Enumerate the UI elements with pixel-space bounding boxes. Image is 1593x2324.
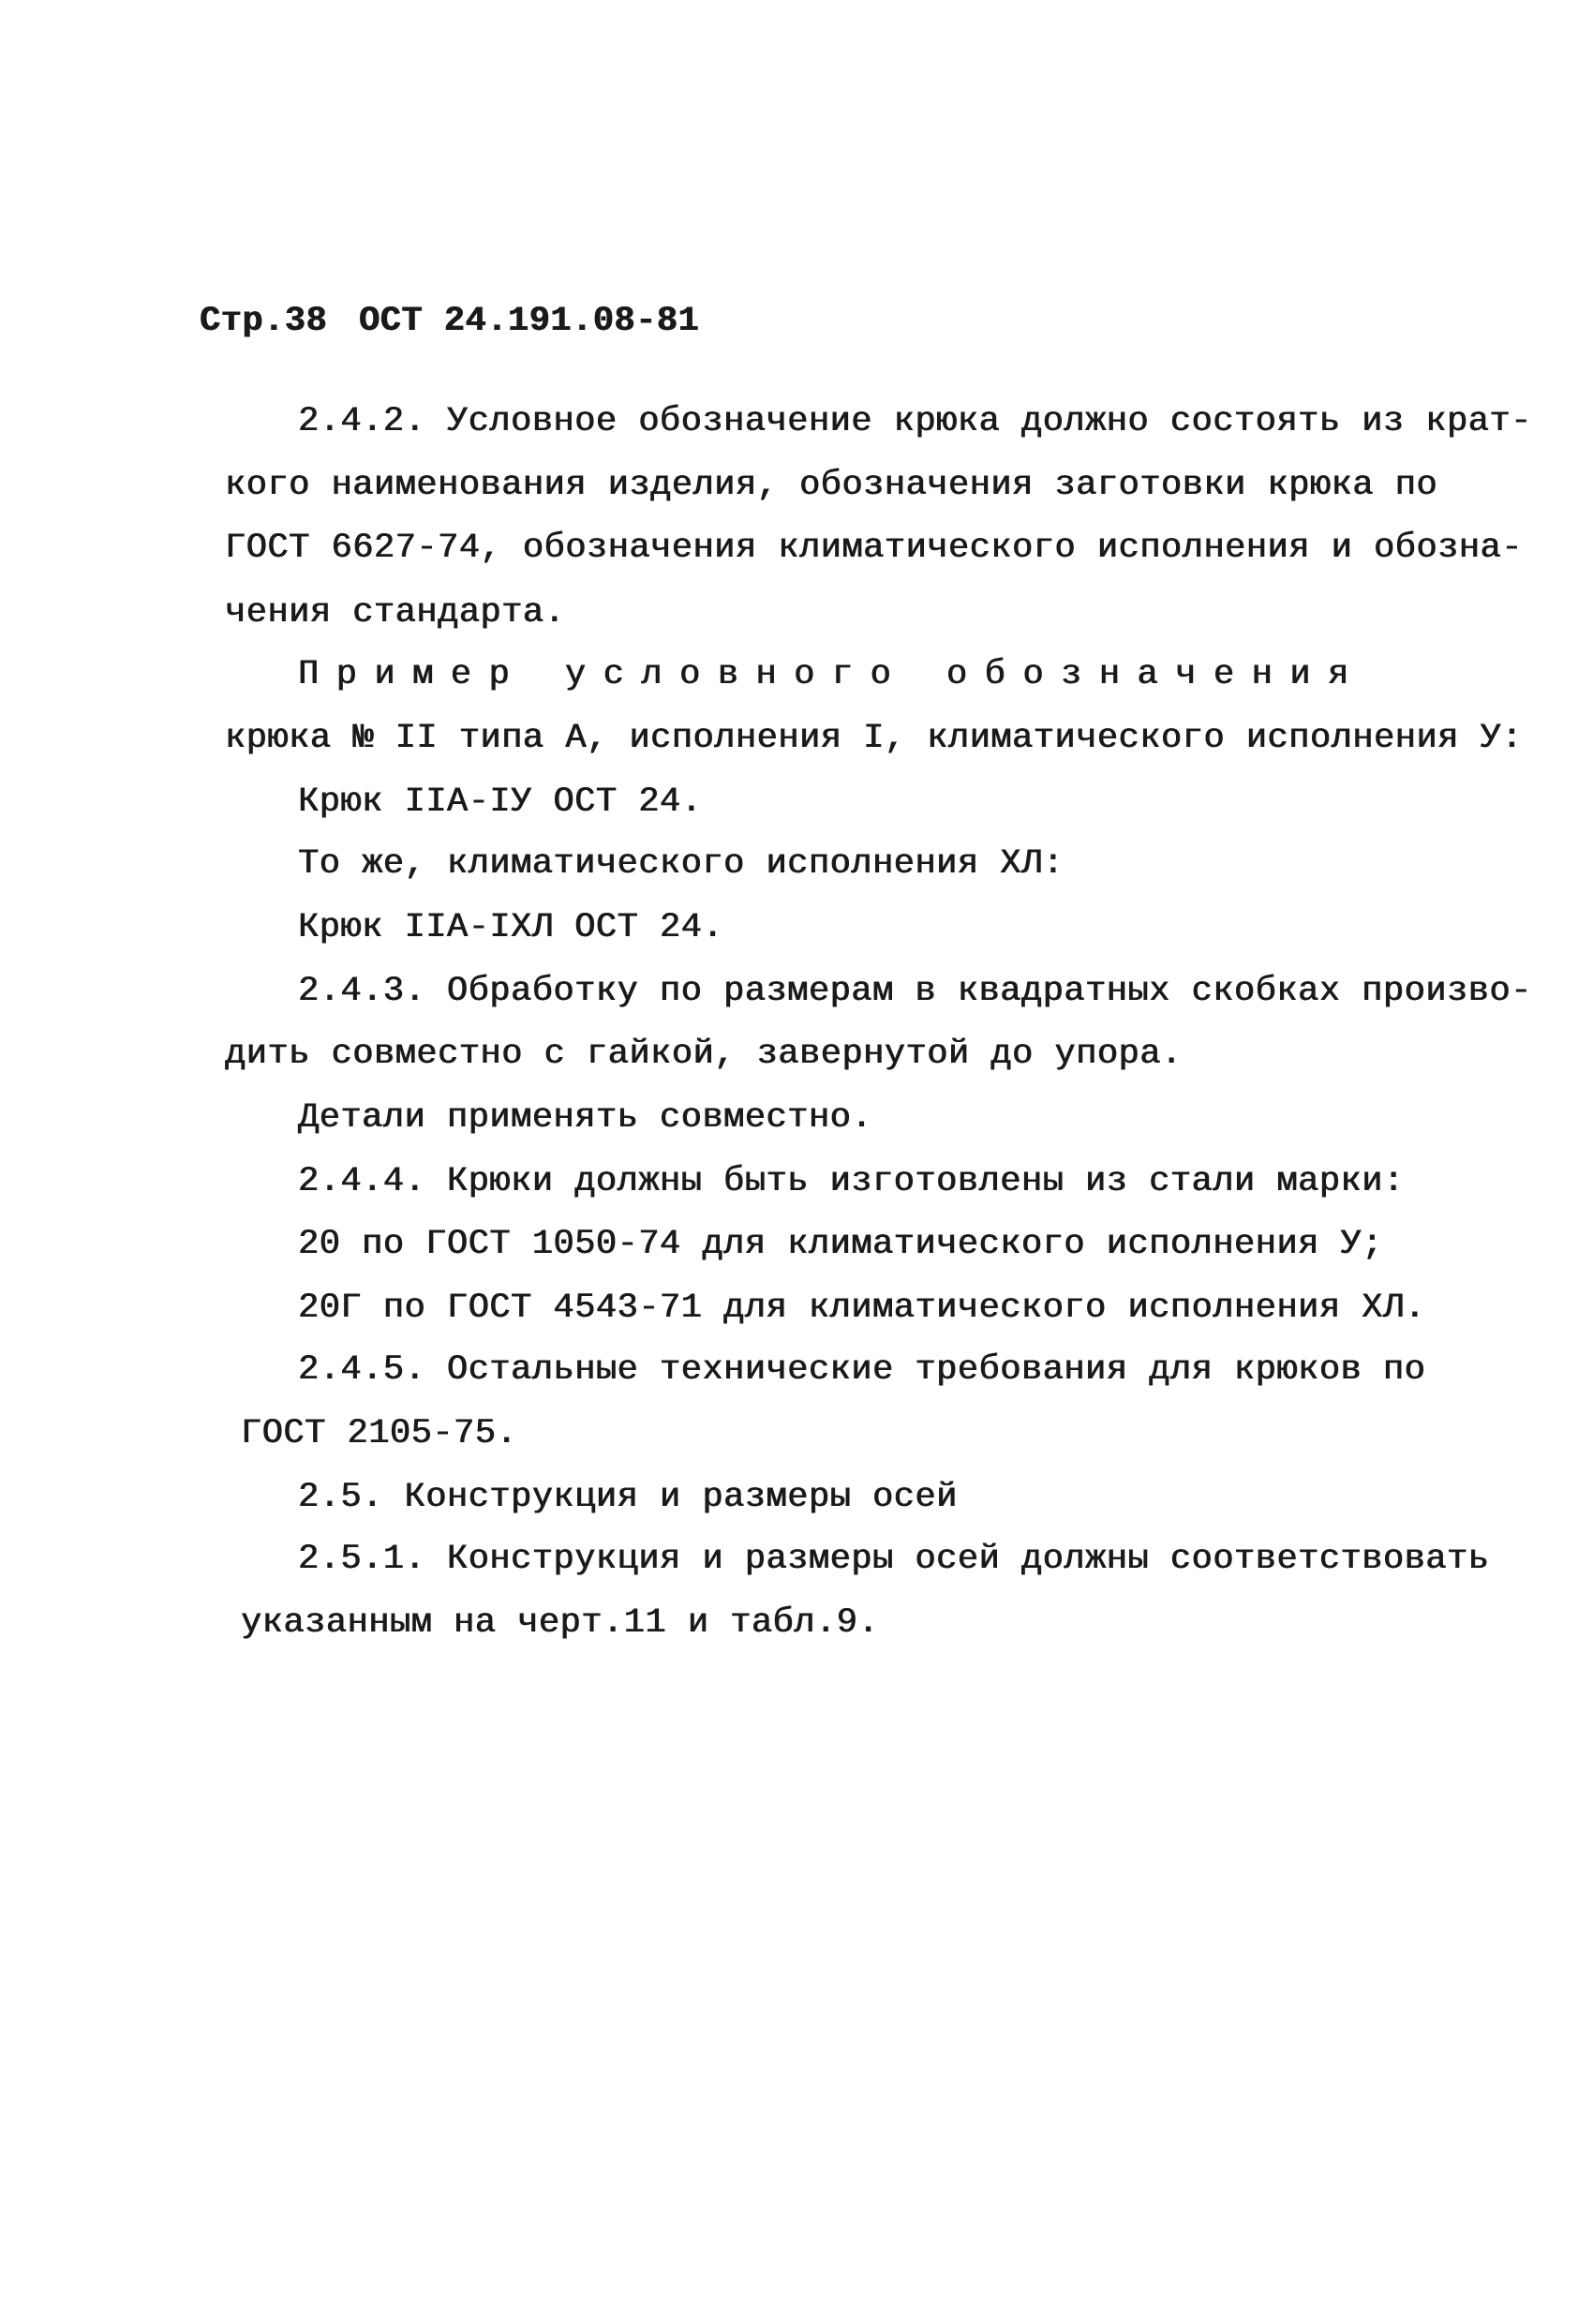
paragraph-line: 2.4.3. Обработку по размерам в квадратных скобках произво- [298,972,1532,1011]
page-number: Стр.38 [200,302,328,341]
paragraph-line: дить совместно с гайкой, завернутой до упора. [225,1035,1183,1074]
section-heading: 2.5. Конструкция и размеры осей [298,1478,958,1517]
paragraph-line: 20 по ГОСТ 1050-74 для климатического исполнения У; [298,1225,1383,1264]
paragraph-line: 20Г по ГОСТ 4543-71 для климатического исполнения ХЛ. [298,1289,1426,1328]
paragraph-line: кого наименования изделия, обозначения заготовки крюка по [225,466,1438,505]
paragraph-line: 2.4.2. Условное обозначение крюка должно состоять из крат- [298,402,1532,441]
paragraph-line: ГОСТ 2105-75. [241,1414,518,1453]
paragraph-line: Детали применять совместно. [298,1098,872,1138]
paragraph-line: То же, климатического исполнения ХЛ: [298,844,1064,884]
paragraph-line: указанным на черт.11 и табл.9. [241,1603,880,1643]
paragraph-line: крюка № II типа А, исполнения I, климатического исполнения У: [225,719,1523,758]
example-heading: Пример условного обозначения [298,655,1366,694]
designation-example: Крюк IIА-IХЛ ОСТ 24. [298,908,724,947]
paragraph-line: 2.5.1. Конструкция и размеры осей должны соответствовать [298,1540,1490,1579]
document-code: ОСТ 24.191.08-81 [359,302,700,341]
designation-example: Крюк IIА-IУ ОСТ 24. [298,782,703,822]
paragraph-line: чения стандарта. [225,593,566,633]
paragraph-line: 2.4.5. Остальные технические требования для крюков по [298,1350,1426,1390]
paragraph-line: 2.4.4. Крюки должны быть изготовлены из стали марки: [298,1162,1405,1201]
paragraph-line: ГОСТ 6627-74, обозначения климатического исполнения и обозна- [225,529,1523,568]
